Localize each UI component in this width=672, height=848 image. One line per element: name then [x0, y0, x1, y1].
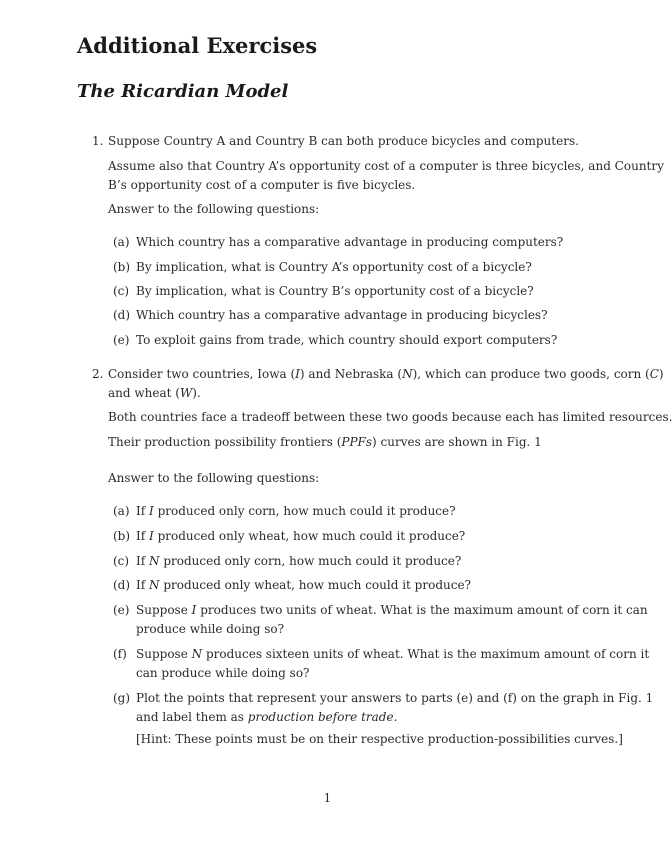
- q1-part-d-label: (d): [113, 308, 131, 322]
- q1-assumption-line1: Assume also that Country A’s opportunity cost of a computer is three bicycles, and Country: [108, 159, 664, 173]
- q1-number: 1.: [92, 134, 104, 148]
- q1-part-e-label: (e): [113, 333, 130, 347]
- q2-part-d-label: (d): [113, 578, 131, 592]
- q2-part-e-line2: produce while doing so?: [136, 622, 285, 636]
- page-title: Additional Exercises: [77, 33, 318, 58]
- q2-part-g-line2: and label them as production before trade.: [136, 710, 398, 724]
- q1-part-a-label: (a): [113, 235, 130, 249]
- q2-part-f-line2: can produce while doing so?: [136, 666, 310, 680]
- q2-part-g-line1: Plot the points that represent your answers to parts (e) and (f) on the graph in Fig. 1: [136, 691, 654, 705]
- q2-part-c-text: If N produced only corn, how much could it produce?: [136, 554, 462, 568]
- q2-part-a-text: If I produced only corn, how much could it produce?: [136, 504, 456, 518]
- q1-part-d-text: Which country has a comparative advantage in producing bicycles?: [136, 308, 548, 322]
- page-number: 1: [323, 791, 332, 805]
- q2-part-b-label: (b): [113, 529, 131, 543]
- q2-number: 2.: [92, 367, 104, 381]
- q1-part-b-text: By implication, what is Country A’s opportunity cost of a bicycle?: [136, 260, 532, 274]
- q2-part-c-label: (c): [113, 554, 130, 568]
- q2-part-f-line1: Suppose N produces sixteen units of wheat. What is the maximum amount of corn it: [136, 647, 650, 661]
- q2-tradeoff: Both countries face a tradeoff between these two goods because each has limited resources.: [108, 410, 672, 424]
- q2-ppf-sentence: Their production possibility frontiers (PPFs) curves are shown in Fig. 1: [108, 435, 542, 449]
- q1-part-b-label: (b): [113, 260, 131, 274]
- q2-intro-line2: and wheat (W).: [108, 386, 201, 400]
- q1-intro: Suppose Country A and Country B can both produce bicycles and computers.: [108, 134, 579, 148]
- q1-part-a-text: Which country has a comparative advantage in producing computers?: [136, 235, 564, 249]
- q2-part-g-label: (g): [113, 691, 131, 705]
- q2-part-f-label: (f): [113, 647, 127, 661]
- q2-part-b-text: If I produced only wheat, how much could it produce?: [136, 529, 466, 543]
- q2-part-d-text: If N produced only wheat, how much could it produce?: [136, 578, 471, 592]
- q1-part-c-text: By implication, what is Country B’s opportunity cost of a bicycle?: [136, 284, 534, 298]
- section-title: The Ricardian Model: [77, 81, 289, 102]
- q2-part-g-hint: [Hint: These points must be on their respective production-possibilities curves.]: [136, 732, 623, 746]
- q2-part-a-label: (a): [113, 504, 130, 518]
- q2-intro-line1: Consider two countries, Iowa (I) and Nebraska (N), which can produce two goods, corn (C): [108, 367, 664, 381]
- q2-part-e-line1: Suppose I produces two units of wheat. What is the maximum amount of corn it can: [136, 603, 648, 617]
- q1-part-c-label: (c): [113, 284, 130, 298]
- q2-part-e-label: (e): [113, 603, 130, 617]
- q2-prompt: Answer to the following questions:: [108, 471, 320, 485]
- q1-assumption-line2: B’s opportunity cost of a computer is five bicycles.: [108, 178, 416, 192]
- q1-prompt: Answer to the following questions:: [108, 202, 320, 216]
- q1-part-e-text: To exploit gains from trade, which country should export computers?: [136, 333, 558, 347]
